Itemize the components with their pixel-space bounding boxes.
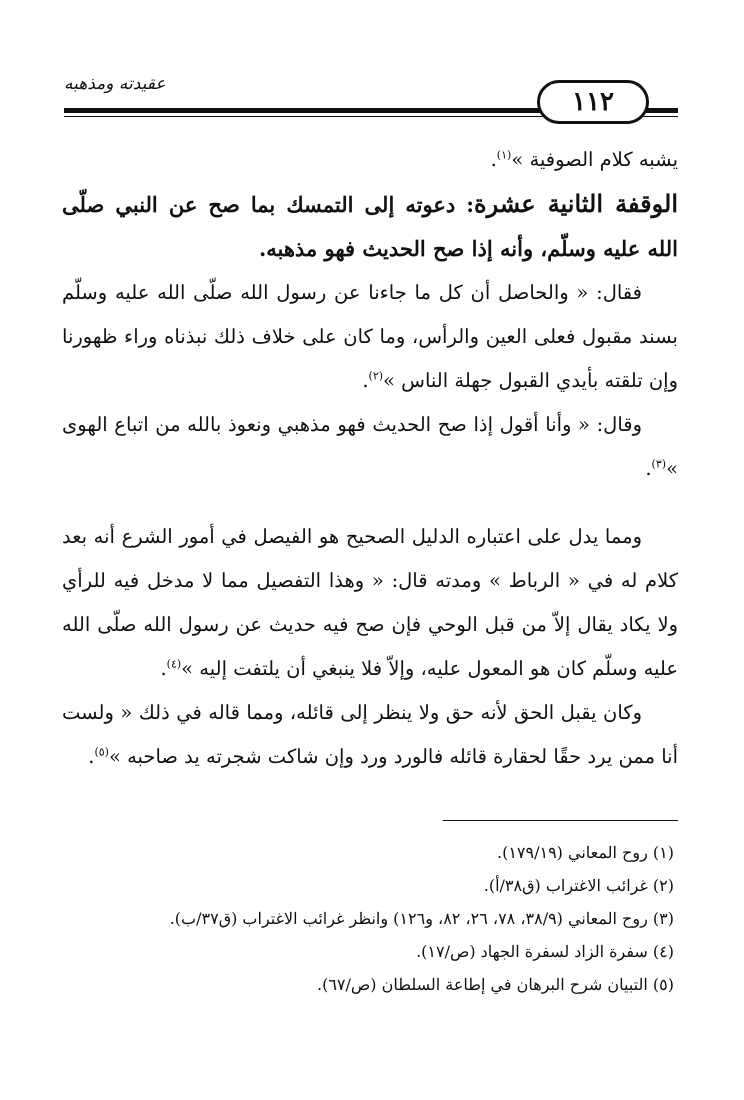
period: .: [362, 369, 369, 392]
period: .: [645, 457, 652, 480]
footnote-ref-1: (١): [496, 148, 512, 162]
section-heading-title: الوقفة الثانية عشرة: [474, 189, 678, 218]
period: .: [490, 148, 497, 171]
footnote-4: (٤) سفرة الزاد لسفرة الجهاد (ص/١٧).: [416, 942, 674, 961]
period: .: [160, 657, 167, 680]
footnote-separator: [443, 820, 678, 821]
paragraph-6: [62, 691, 678, 779]
paragraph-4: [62, 403, 678, 491]
footnote-ref-2: (٢): [368, 369, 384, 383]
page-header: [0, 0, 744, 130]
paragraph-6-text: وكان يقبل الحق لأنه حق ولا ينظر إلى قائله، ومما قاله في ذلك « ولست أنا ممن يرد حقًا لحقارة قائله فالورد ورد وإن شاكت شجرته يد صاحبه »: [62, 701, 678, 768]
paragraph-5-text: ومما يدل على اعتباره الدليل الصحيح هو الفيصل في أمور الشرع أنه بعد كلام له في « الرباط » ومدته قال: « وهذا التفصيل مما لا مدخل فيه للرأي ولا يكاد يقال إلاّ من قبل الوحي فإن صح فيه حديث عن رسول الله صلّى الله عليه وسلّم كان هو المعول عليه، وإلاّ فلا ينبغي أن يلتفت إليه »: [62, 525, 678, 680]
footnote-5: (٥) التبيان شرح البرهان في إطاعة السلطان (ص/٦٧).: [316, 975, 674, 994]
paragraph-1-text: يشبه كلام الصوفية »: [511, 148, 678, 171]
footnote-ref-4: (٤): [166, 657, 182, 671]
section-heading-rest: : دعوته إلى التمسك بما صح عن النبي صلّى الله عليه وسلّم، وأنه إذا صح الحديث فهو مذهبه.: [62, 192, 678, 261]
section-heading: [62, 182, 678, 271]
main-text: [62, 138, 678, 779]
paragraph-1: [62, 138, 678, 182]
running-title: عقيدته ومذهبه: [64, 74, 166, 94]
footnote-2: (٢) غرائب الاغتراب (ق٣٨/أ).: [483, 876, 674, 895]
paragraph-gap: [62, 491, 678, 515]
paragraph-3: [62, 271, 678, 403]
footnotes: [62, 836, 674, 1001]
paragraph-5: [62, 515, 678, 691]
footnote-ref-5: (٥): [94, 745, 109, 759]
paragraph-3-text: فقال: « والحاصل أن كل ما جاءنا عن رسول الله صلّى الله عليه وسلّم بسند مقبول فعلى العين والرأس، وما كان على خلاف ذلك نبذناه وراء ظهورنا وإن تلقته بأيدي القبول جهلة الناس »: [62, 281, 678, 392]
period: .: [88, 745, 95, 768]
page-number: ١١٢: [537, 80, 649, 124]
footnote-1: (١) روح المعاني (١٧٩/١٩).: [496, 843, 674, 862]
footnote-ref-3: (٣): [651, 457, 667, 471]
footnote-3: (٣) روح المعاني (٣٨/٩، ٧٨، ٢٦، ٨٢، و١٢٦) وانظر غرائب الاغتراب (ق٣٧/ب).: [169, 909, 674, 928]
paragraph-4-text: وقال: « وأنا أقول إذا صح الحديث فهو مذهبي ونعوذ بالله من اتباع الهوى »: [62, 413, 678, 480]
